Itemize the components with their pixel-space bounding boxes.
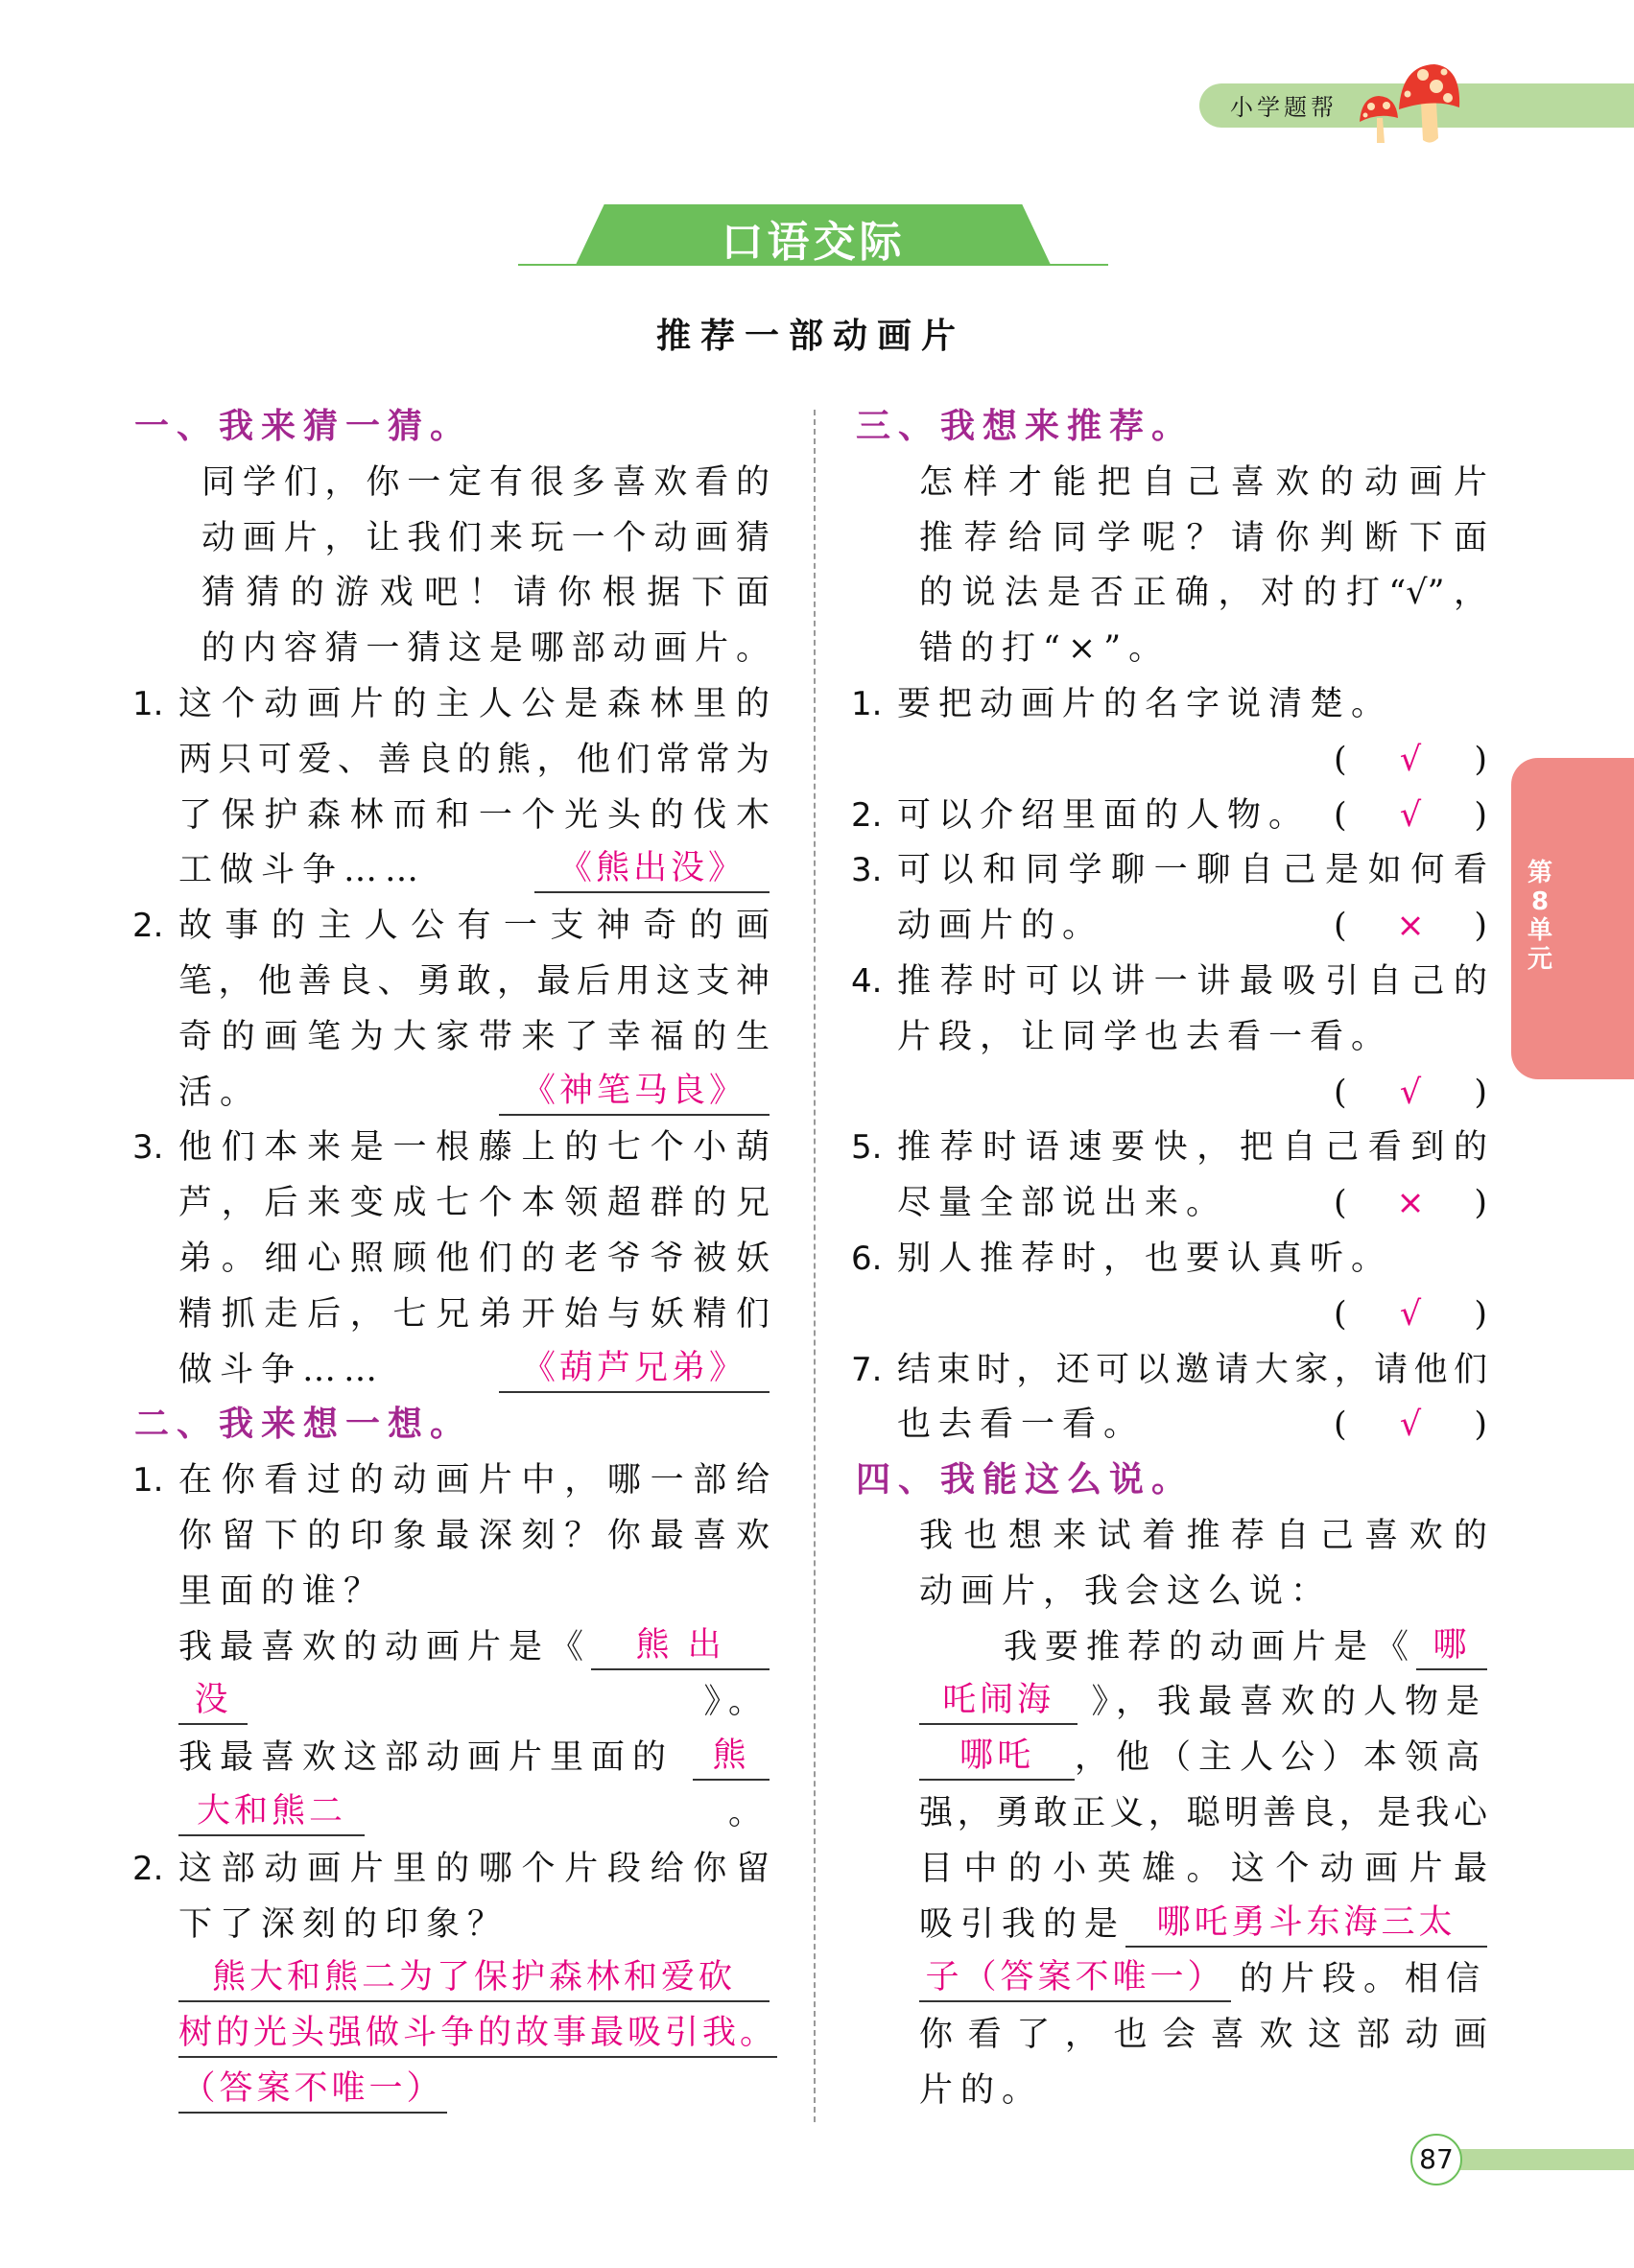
text-line [919,450,1487,506]
text-line [851,1226,1487,1282]
text-segment: 三、我想来推荐。 [856,407,1195,446]
text-line [897,727,1487,783]
text-segment: 推荐给同学呢？请你判断下面 [919,518,1487,557]
text-segment: 推荐时语速要快，把自己看到的 [897,1128,1487,1168]
check-mark-icon: √ [1399,1073,1422,1112]
item-number: 2. [132,907,164,946]
close-paren: ) [1474,795,1487,835]
answer-blank[interactable]: 《熊出没》 [534,845,770,893]
text-line [132,1836,770,1892]
text-segment: 动画片，让我们来玩一个动画猜 [201,518,770,557]
check-mark-icon: √ [1399,1294,1422,1334]
text-line [201,506,770,561]
text-segment: 了保护森林而和一个光头的伐木 [178,795,770,835]
text-segment: 你看了，也会喜欢这部动画 [919,2016,1487,2055]
text-segment: 我最喜欢的动画片是《 [178,1627,592,1666]
cross-mark-icon: × [1396,907,1425,946]
text-line [897,1392,1487,1448]
text-segment: 我最喜欢这部动画片里面的 [178,1738,675,1778]
text-line [919,560,1487,616]
section-heading [134,1392,770,1448]
text-segment: 在你看过的动画片中，哪一部给 [178,1461,770,1500]
text-line [919,2058,1487,2114]
text-segment: 一、我来猜一猜。 [134,407,473,446]
text-line [132,893,770,949]
text-line [178,1337,770,1393]
text-segment: 片段，让同学也去看一看。 [897,1017,1393,1056]
open-paren: ( [1334,1073,1347,1112]
text-line [178,1947,770,2002]
answer-blank[interactable]: 吒闹海 [919,1677,1077,1725]
text-segment: 也去看一看。 [897,1406,1146,1445]
text-line [919,1781,1487,1836]
text-segment: 吸引我的是 [919,1904,1126,1944]
text-line [851,838,1487,893]
text-segment: 。 [727,1794,770,1832]
text-line [1004,1615,1487,1670]
text-line [919,1947,1487,2002]
text-segment: 片的。 [919,2071,1044,2110]
text-line [178,1060,770,1116]
item-number: 4. [851,962,883,1001]
text-segment: 我要推荐的动画片是《 [1004,1627,1417,1666]
text-line [897,1282,1487,1337]
text-segment: 的片段。相信 [1239,1960,1487,1999]
check-mark-icon: √ [1399,795,1422,835]
text-segment: 猜猜的游戏吧！请你根据下面 [201,574,770,613]
text-line [178,1503,770,1559]
text-line [851,672,1487,727]
text-segment: 工做斗争…… [178,851,427,890]
check-mark-icon: √ [1399,1406,1422,1445]
text-line [178,2058,770,2114]
text-line [919,1892,1487,1948]
text-segment: 里面的谁？ [178,1571,386,1611]
item-number: 5. [851,1128,883,1168]
text-segment: 可以介绍里面的人物。 [897,795,1311,835]
text-segment: 怎样才能把自己喜欢的动画片 [919,462,1487,502]
text-segment: 活。 [178,1073,262,1112]
text-line [178,1669,770,1725]
text-line [178,1559,770,1615]
text-line [897,1060,1487,1116]
text-line [919,1503,1487,1559]
item-number: 6. [851,1240,883,1278]
text-segment: 这部动画片里的哪个片段给你留 [178,1849,770,1888]
text-line [178,1781,770,1836]
close-paren: ) [1474,740,1487,779]
text-line [897,1004,1487,1060]
text-line [178,727,770,783]
text-segment: 他们本来是一根藤上的七个小葫 [178,1128,770,1168]
text-segment: 你留下的印象最深刻？你最喜欢 [178,1517,770,1555]
close-paren: ) [1474,907,1487,946]
text-line [919,1725,1487,1781]
text-line [178,783,770,839]
judgement-mark[interactable] [1334,1291,1487,1337]
judgement-mark[interactable] [1334,737,1487,783]
text-segment: 可以和同学聊一聊自己是如何看 [897,851,1487,890]
text-segment: 同学们，你一定有很多喜欢看的 [201,462,770,502]
text-segment: 目中的小英雄。这个动画片最 [919,1849,1487,1888]
text-line [178,1615,770,1670]
text-line [178,949,770,1004]
text-segment: 结束时，还可以邀请大家，请他们 [897,1350,1487,1389]
answer-blank[interactable]: 《神笔马良》 [499,1068,770,1116]
text-line [851,949,1487,1004]
section-heading [134,394,770,450]
answer-blank[interactable]: 熊 [693,1733,770,1781]
text-line [919,506,1487,561]
open-paren: ( [1334,795,1347,835]
text-line [178,2002,778,2058]
text-line [178,1725,770,1781]
answer-blank[interactable]: 没 [178,1677,248,1725]
close-paren: ) [1474,1406,1487,1445]
text-segment: 推荐时可以讲一讲最吸引自己的 [897,962,1487,1001]
text-segment: 四、我能这么说。 [856,1460,1195,1500]
text-segment: 要把动画片的名字说清楚。 [897,685,1393,723]
answer-blank[interactable]: 子（答案不唯一） [919,1954,1231,2002]
open-paren: ( [1334,1184,1347,1223]
brand-label: 小学题帮 [1230,94,1338,121]
answer-blank[interactable]: 哪吒勇斗东海三太 [1125,1900,1487,1948]
text-line [132,672,770,727]
judgement-mark[interactable] [1334,1402,1487,1448]
text-segment: 动画片的。 [897,907,1104,946]
text-line [178,1226,770,1282]
item-number: 3. [851,851,883,890]
open-paren: ( [1334,1294,1347,1334]
text-segment: 别人推荐时，也要认真听。 [897,1240,1393,1278]
answer-blank[interactable]: （答案不唯一） [178,2066,447,2114]
judgement-mark[interactable] [1334,903,1487,949]
text-segment: 尽量全部说出来。 [897,1184,1228,1223]
close-paren: ) [1474,1073,1487,1112]
cross-mark-icon: × [1396,1184,1425,1223]
text-line [178,1004,770,1060]
text-segment: 笔，他善良、勇敢，最后用这支神 [178,962,770,1001]
text-segment: 芦，后来变成七个本领超群的兄 [178,1184,770,1223]
text-segment: 二、我来想一想。 [134,1405,473,1445]
open-paren: ( [1334,907,1347,946]
text-segment: 的说法是否正确，对的打“√”， [919,574,1487,613]
check-mark-icon: √ [1399,740,1422,779]
answer-blank[interactable]: 大和熊二 [178,1788,365,1836]
page-number: 87 [1410,2134,1462,2185]
page-footer-bar [1454,2149,1634,2170]
answer-blank[interactable]: 熊 出 [591,1622,770,1670]
answer-blank[interactable]: 树的光头强做斗争的故事最吸引我。 [178,2010,777,2058]
text-line [851,1337,1487,1393]
text-line [201,560,770,616]
judgement-mark[interactable] [1334,792,1487,839]
answer-blank[interactable]: 哪 [1416,1622,1487,1670]
column-divider [814,410,816,2122]
text-line [201,450,770,506]
item-number: 2. [851,795,883,835]
text-segment: 弟。细心照顾他们的老爷爷被妖 [178,1240,770,1278]
text-line [851,1115,1487,1170]
banner-title: 口语交际 [721,218,906,267]
text-line [919,1836,1487,1892]
item-number: 1. [132,685,164,723]
text-line [178,1282,770,1337]
close-paren: ) [1474,1294,1487,1334]
text-segment: 我也想来试着推荐自己喜欢的 [919,1517,1487,1555]
text-segment: 动画片，我会这么说： [919,1571,1333,1611]
item-number: 1. [132,1461,164,1500]
text-line [897,893,1487,949]
judgement-mark[interactable] [1334,1180,1487,1226]
text-segment: 错的打“×”。 [919,629,1171,669]
text-segment: 的内容猜一猜这是哪部动画片。 [201,629,770,669]
text-segment: 》，我最喜欢的人物是 [1091,1683,1487,1722]
text-line [919,1669,1487,1725]
text-line [919,1559,1487,1615]
open-paren: ( [1334,1406,1347,1445]
item-number: 1. [851,685,883,723]
text-line [178,838,770,893]
text-segment: 奇的画笔为大家带来了幸福的生 [178,1017,770,1056]
judgement-mark[interactable] [1334,1070,1487,1116]
text-segment: ，他（主人公）本领高 [1074,1738,1487,1778]
section-heading [856,1448,1487,1503]
text-segment: 强，勇敢正义，聪明善良，是我心 [919,1794,1487,1832]
text-line [851,783,1487,839]
text-segment: 精抓走后，七兄弟开始与妖精们 [178,1294,770,1334]
section-heading [856,394,1487,450]
text-line [178,1892,770,1948]
large-mushroom-icon [1396,59,1473,146]
open-paren: ( [1334,740,1347,779]
text-segment: 两只可爱、善良的熊，他们常常为 [178,740,770,779]
text-segment: 做斗争…… [178,1350,386,1389]
unit-tab-label: 第8单元 [1527,859,1552,974]
text-segment: 这个动画片的主人公是森林里的 [178,685,770,723]
item-number: 7. [851,1350,883,1389]
answer-blank[interactable]: 熊大和熊二为了保护森林和爱砍 [178,1954,770,2002]
item-number: 3. [132,1128,164,1168]
text-line [132,1115,770,1170]
item-number: 2. [132,1849,164,1888]
text-line [132,1448,770,1503]
answer-blank[interactable]: 《葫芦兄弟》 [499,1345,770,1393]
text-line [897,1170,1487,1226]
lesson-subtitle: 推荐一部动画片 [655,316,965,356]
text-line [201,616,770,672]
text-segment: 》。 [703,1683,770,1722]
text-segment: 故事的主人公有一支神奇的画 [178,907,770,946]
text-line [178,1170,770,1226]
text-line [919,616,1487,672]
close-paren: ) [1474,1184,1487,1223]
text-line [919,2002,1487,2058]
answer-blank[interactable]: 哪吒 [919,1733,1075,1781]
text-segment: 下了深刻的印象？ [178,1904,509,1944]
